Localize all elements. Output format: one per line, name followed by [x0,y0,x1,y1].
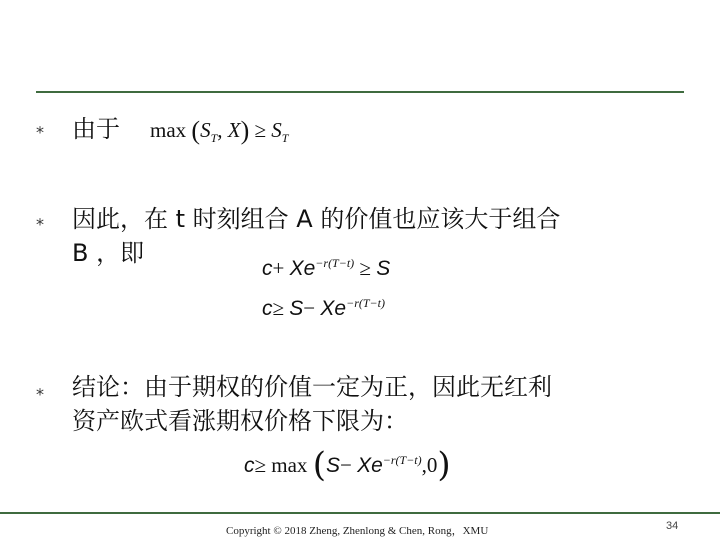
formula-func: max [150,118,187,142]
bullet-3-line2: 资产欧式看涨期权价格下限为： [72,407,408,435]
copyright-footer: Copyright © 2018 Zheng, Zhenlong & Chen, Rong，XMU [226,525,489,537]
bullet-2-marker: ⁎ [36,210,44,229]
bullet-3-line1: 结论：由于期权的价值一定为正，因此无红利 [72,373,552,401]
bullet-1-text: 由于 [72,115,120,143]
bottom-divider [0,512,720,514]
page-number: 34 [666,520,679,532]
bullet-2-line1: 因此，在 t 时刻组合 A 的价值也应该大于组合 [72,205,561,233]
formula-inequality-2: $c\ge S- Xe^{-r(T-t)}$ [262,296,385,320]
bullet-3-marker: ⁎ [36,380,44,399]
bullet-1-marker: ⁎ [36,118,44,137]
formula-lower-bound: $c\ge \max (S- Xe^{-r(T-t)},0)$ [244,445,451,485]
formula-inequality-1: $c+ Xe^{-r(T-t)} \ge S$ [262,256,391,280]
top-divider [36,91,684,93]
formula-max-st-x: $\max (S_T$, $X) \ge S_T$ [150,116,289,146]
bullet-2-line2: B ，即 [72,239,145,267]
